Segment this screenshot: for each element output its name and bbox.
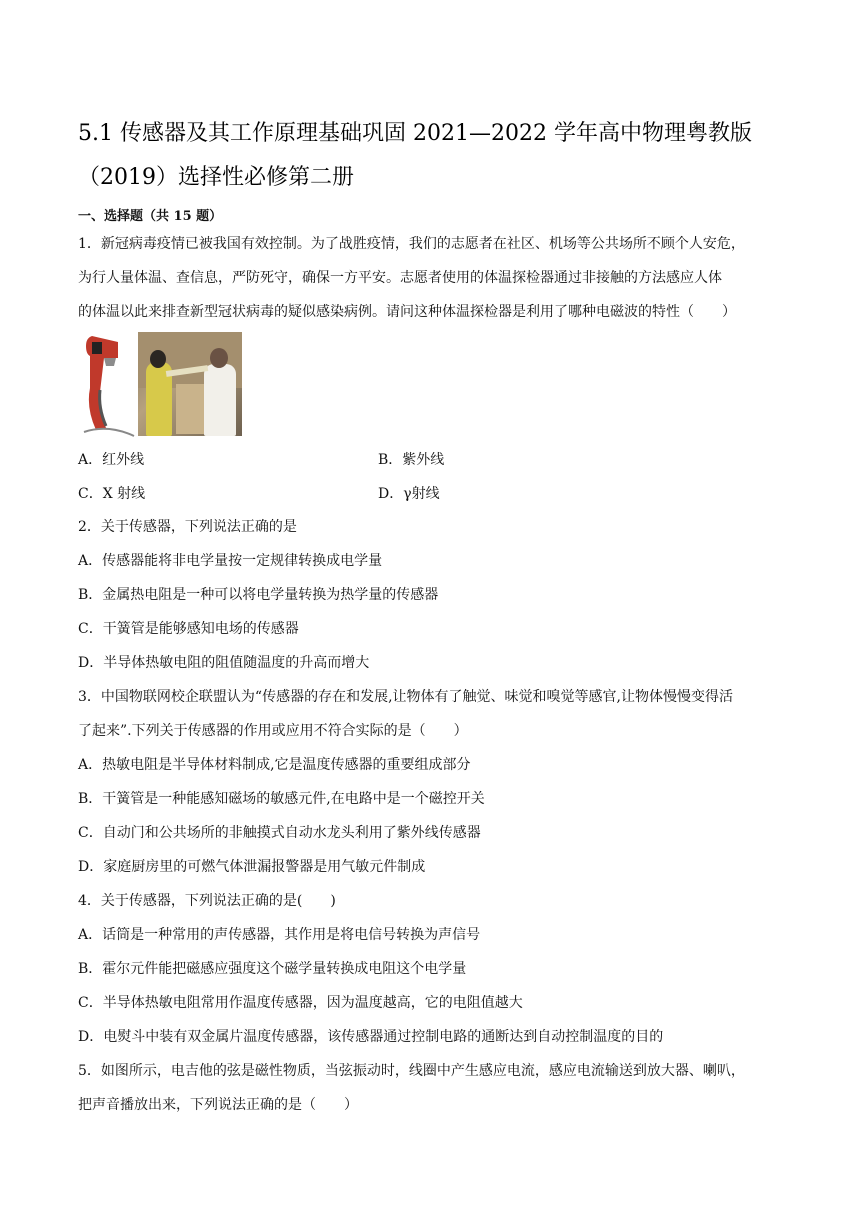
q4-option-b: B．霍尔元件能把磁感应强度这个磁学量转换成电阻这个电学量 (78, 961, 467, 977)
q2-option-b: B．金属热电阻是一种可以将电学量转换为热学量的传感器 (78, 587, 439, 603)
q1-option-a: A．红外线 (78, 452, 145, 468)
q1-option-b: B．紫外线 (378, 452, 445, 468)
q5-stem-line-2: 把声音播放出来，下列说法正确的是（ ） (78, 1097, 358, 1113)
q1-option-c: C．X 射线 (78, 486, 146, 502)
q3-option-d: D．家庭厨房里的可燃气体泄漏报警器是用气敏元件制成 (78, 859, 426, 875)
q4-option-d: D．电熨斗中装有双金属片温度传感器，该传感器通过控制电路的通断达到自动控制温度的目的 (78, 1029, 664, 1045)
q3-option-c: C．自动门和公共场所的非触摸式自动水龙头利用了紫外线传感器 (78, 825, 481, 841)
q3-option-b: B．干簧管是一种能感知磁场的敏感元件,在电路中是一个磁控开关 (78, 791, 485, 807)
q3-stem-line-1: 3．中国物联网校企联盟认为“传感器的存在和发展,让物体有了触觉、味觉和嗅觉等感官,让物体慢慢变得活 (78, 689, 733, 705)
q2-option-d: D．半导体热敏电阻的阻值随温度的升高而增大 (78, 655, 370, 671)
q4-stem: 4．关于传感器，下列说法正确的是( ) (78, 893, 336, 909)
q1-option-d: D．γ射线 (378, 486, 440, 502)
q1-figure (78, 332, 248, 440)
q3-option-a: A．热敏电阻是半导体材料制成,它是温度传感器的重要组成部分 (78, 757, 471, 773)
q2-stem: 2．关于传感器，下列说法正确的是 (78, 519, 297, 535)
q1-stem-line-1: 1．新冠病毒疫情已被我国有效控制。为了战胜疫情，我们的志愿者在社区、机场等公共场所不顾个人安危， (78, 236, 745, 252)
temperature-check-photo (138, 332, 242, 436)
q2-option-c: C．干簧管是能够感知电场的传感器 (78, 621, 299, 637)
section-heading: 一、选择题（共 15 题） (78, 209, 223, 224)
q3-stem-line-2: 了起来”.下列关于传感器的作用或应用不符合实际的是（ ） (78, 723, 468, 739)
q1-stem-line-2: 为行人量体温、查信息，严防死守，确保一方平安。志愿者使用的体温探检器通过非接触的方法感应人体 (78, 270, 722, 286)
q1-stem-line-3: 的体温以此来排查新型冠状病毒的疑似感染病例。请问这种体温探检器是利用了哪种电磁波的特性（ ） (78, 304, 736, 320)
q4-option-a: A．话筒是一种常用的声传感器，其作用是将电信号转换为声信号 (78, 927, 481, 943)
q2-option-a: A．传感器能将非电学量按一定规律转换成电学量 (78, 553, 383, 569)
document-title: 5.1 传感器及其工作原理基础巩固 2021—2022 学年高中物理粤教版（2019）选择性必修第二册 (78, 121, 752, 190)
infrared-thermometer-image (78, 332, 136, 440)
q4-option-c: C．半导体热敏电阻常用作温度传感器，因为温度越高，它的电阻值越大 (78, 995, 523, 1011)
q5-stem-line-1: 5．如图所示，电吉他的弦是磁性物质，当弦振动时，线圈中产生感应电流，感应电流输送到放大器、喇叭， (78, 1063, 745, 1079)
